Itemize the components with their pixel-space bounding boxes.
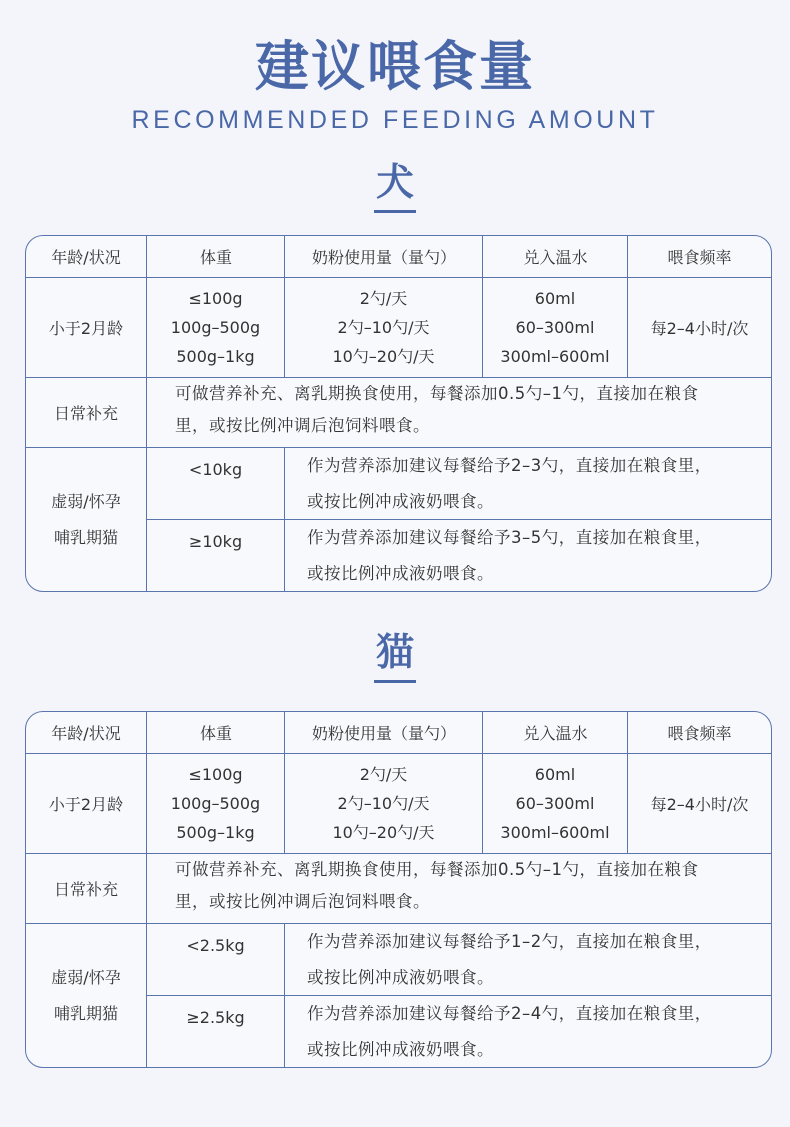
weak-weight-2: ≥2.5kg <box>146 996 284 1067</box>
weight-item: 500g–1kg <box>176 822 255 842</box>
frequency-value: 每2–4小时/次 <box>627 278 771 377</box>
col-header-age: 年龄/状况 <box>51 724 121 743</box>
col-header-frequency: 喂食频率 <box>627 236 771 277</box>
daily-desc-line: 里，或按比例冲调后泡饲料喂食。 <box>175 892 430 911</box>
scoop-item: 10勺–20勺/天 <box>332 346 435 366</box>
weak-weight-1: <10kg <box>146 448 284 519</box>
cat-section-title: 猫 <box>374 628 416 683</box>
col-header-water: 兑入温水 <box>482 712 628 753</box>
col-header-age: 年龄/状况 <box>51 248 121 267</box>
weak-label <box>26 448 146 591</box>
weak-label <box>26 924 146 1067</box>
weak-desc-line: 或按比例冲成液奶喂食。 <box>307 492 494 511</box>
col-header-scoops: 奶粉使用量（量勺） <box>284 712 483 753</box>
weight-item: 100g–500g <box>170 793 261 813</box>
weight-item: ≤100g <box>188 764 243 784</box>
page-title: 建议喂食量 <box>255 35 535 98</box>
weight-list <box>146 754 284 853</box>
weak-description-1 <box>284 924 771 995</box>
dog-feeding-table <box>25 235 772 592</box>
daily-label: 日常补充 <box>53 404 118 423</box>
col-header-water: 兑入温水 <box>482 236 628 277</box>
weak-label-line: 虚弱/怀孕 <box>51 967 121 987</box>
weak-label-line: 哺乳期猫 <box>53 1003 118 1023</box>
cat-feeding-table <box>25 711 772 1068</box>
water-item: 300ml–600ml <box>500 822 610 842</box>
daily-desc-line: 里，或按比例冲调后泡饲料喂食。 <box>175 416 430 435</box>
weight-item: ≤100g <box>188 288 243 308</box>
dog-section-heading <box>0 158 790 213</box>
scoop-item: 2勺/天 <box>359 288 408 308</box>
col-header-scoops: 奶粉使用量（量勺） <box>284 236 483 277</box>
weight-item: 100g–500g <box>170 317 261 337</box>
dog-section-title: 犬 <box>374 158 416 213</box>
weight-item: 500g–1kg <box>176 346 255 366</box>
weak-desc-line: 或按比例冲成液奶喂食。 <box>307 1040 494 1059</box>
weak-desc-line: 或按比例冲成液奶喂食。 <box>307 968 494 987</box>
table-row-weak-pregnant <box>26 923 771 1067</box>
col-header-weight: 体重 <box>146 712 285 753</box>
table-row-under-2-months <box>26 753 771 853</box>
weak-description-2 <box>284 996 771 1067</box>
weak-description-2 <box>284 520 771 591</box>
weak-desc-line: 作为营养添加建议每餐给予3–5勺，直接加在粮食里， <box>307 528 712 547</box>
scoop-item: 2勺–10勺/天 <box>337 317 430 337</box>
table-row-daily-supplement <box>26 377 771 447</box>
weak-weight-1: <2.5kg <box>146 924 284 995</box>
table-row-under-2-months <box>26 277 771 377</box>
water-list <box>482 754 627 853</box>
weak-desc-line: 作为营养添加建议每餐给予1–2勺，直接加在粮食里， <box>307 932 712 951</box>
table-header-row <box>26 712 771 753</box>
water-item: 300ml–600ml <box>500 346 610 366</box>
weak-label-line: 哺乳期猫 <box>53 527 118 547</box>
daily-description <box>146 854 771 923</box>
weight-list <box>146 278 284 377</box>
weak-desc-line: 作为营养添加建议每餐给予2–3勺，直接加在粮食里， <box>307 456 712 475</box>
col-header-frequency: 喂食频率 <box>627 712 771 753</box>
daily-description <box>146 378 771 447</box>
age-label: 小于2月龄 <box>48 319 124 338</box>
water-item: 60ml <box>534 764 576 784</box>
scoop-item: 2勺–10勺/天 <box>337 793 430 813</box>
weak-desc-line: 或按比例冲成液奶喂食。 <box>307 564 494 583</box>
scoop-item: 2勺/天 <box>359 764 408 784</box>
scoop-list <box>284 278 482 377</box>
page-subtitle: RECOMMENDED FEEDING AMOUNT <box>131 106 659 134</box>
daily-desc-line: 可做营养补充、离乳期换食使用，每餐添加0.5勺–1勺，直接加在粮食 <box>175 384 699 403</box>
water-list <box>482 278 627 377</box>
cat-section-heading <box>0 628 790 683</box>
weak-description-1 <box>284 448 771 519</box>
water-item: 60ml <box>534 288 576 308</box>
water-item: 60–300ml <box>515 793 595 813</box>
scoop-list <box>284 754 482 853</box>
water-item: 60–300ml <box>515 317 595 337</box>
weak-desc-line: 作为营养添加建议每餐给予2–4勺，直接加在粮食里， <box>307 1004 712 1023</box>
weak-label-line: 虚弱/怀孕 <box>51 491 121 511</box>
col-header-weight: 体重 <box>146 236 285 277</box>
scoop-item: 10勺–20勺/天 <box>332 822 435 842</box>
daily-desc-line: 可做营养补充、离乳期换食使用，每餐添加0.5勺–1勺，直接加在粮食 <box>175 860 699 879</box>
daily-label: 日常补充 <box>53 880 118 899</box>
table-row-daily-supplement <box>26 853 771 923</box>
weak-weight-2: ≥10kg <box>146 520 284 591</box>
frequency-value: 每2–4小时/次 <box>627 754 771 853</box>
table-row-weak-pregnant <box>26 447 771 591</box>
table-header-row <box>26 236 771 277</box>
age-label: 小于2月龄 <box>48 795 124 814</box>
